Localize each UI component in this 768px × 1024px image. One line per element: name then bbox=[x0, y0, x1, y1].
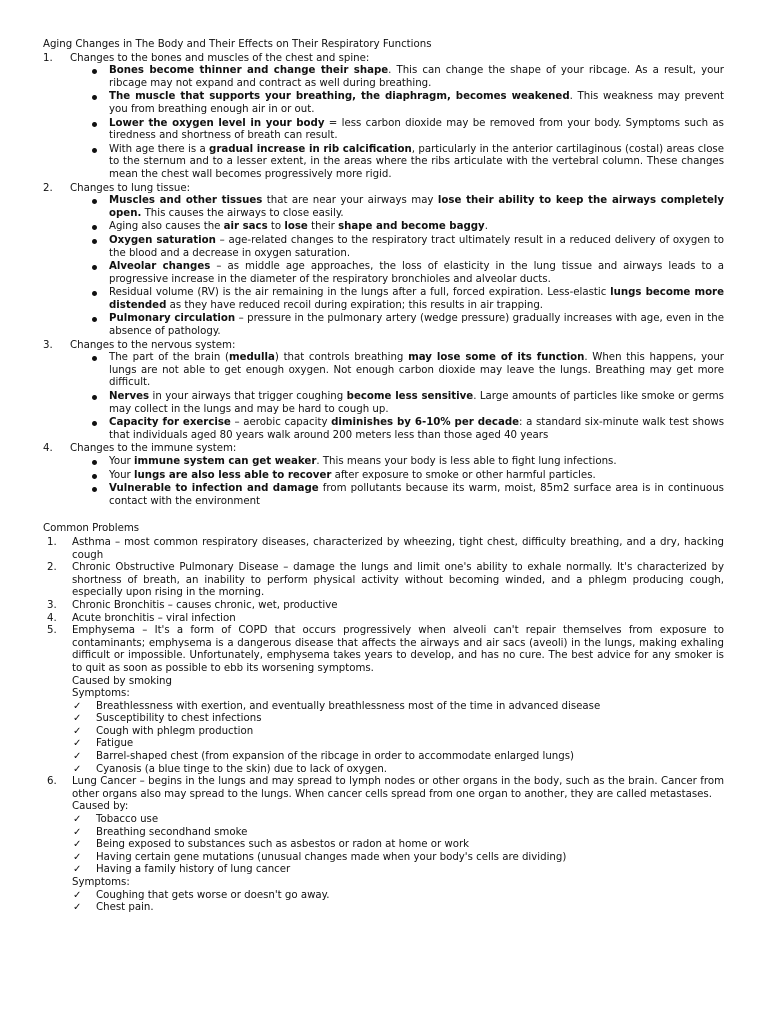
body-text: Your bbox=[109, 456, 134, 467]
problem-item bbox=[43, 537, 724, 562]
section-number: 3. bbox=[43, 339, 53, 351]
section-number: 1. bbox=[43, 52, 53, 64]
bold-text: Oxygen saturation bbox=[109, 234, 216, 246]
body-text: . When this happens, your lungs are not able to get enough oxygen. Not enough carbon dioxide may leave the lungs. Breathing may get more difficult. bbox=[109, 352, 724, 389]
bullet-item bbox=[89, 470, 724, 483]
section-number: 2. bbox=[43, 182, 53, 194]
bold-text: become less sensitive bbox=[346, 391, 474, 403]
bold-text: Capacity for exercise bbox=[109, 417, 231, 429]
bullet-item bbox=[89, 391, 724, 416]
aging-section bbox=[43, 443, 724, 508]
problem-number: 6. bbox=[47, 776, 57, 788]
problem-text: Asthma – most common respiratory diseases, characterized by wheezing, tight chest, difficulty breathing, and a dry, hacking cough bbox=[72, 536, 724, 561]
symptom-item: ✓ Barrel-shaped chest (from expansion of the ribcage in order to accommodate enlarged lungs) bbox=[72, 751, 724, 764]
caused-by-label: Caused by: bbox=[72, 801, 129, 813]
bold-text: air sacs bbox=[223, 221, 268, 233]
document-heading: Aging Changes in The Body and Their Effects on Their Respiratory Functions bbox=[43, 39, 432, 50]
problem-number: 4. bbox=[47, 612, 57, 624]
bullet-item bbox=[89, 261, 724, 286]
bullet-list bbox=[70, 195, 724, 339]
body-text: from pollutants because its warm, moist, 85m2 surface area is in continuous contact with the environment bbox=[109, 483, 724, 507]
problem-item bbox=[43, 562, 724, 600]
body-text: . bbox=[484, 221, 488, 233]
body-text: . This weakness may prevent you from breathing enough air in or out. bbox=[109, 91, 724, 115]
aging-changes-list bbox=[43, 53, 724, 509]
body-text: after exposure to smoke or other harmful particles. bbox=[331, 469, 596, 481]
bold-text: Bones become thinner and change their shape bbox=[109, 65, 389, 77]
common-problems-heading: Common Problems bbox=[43, 523, 140, 535]
section-title: Changes to the bones and muscles of the chest and spine: bbox=[70, 52, 370, 64]
bold-text: lungs are also less able to recover bbox=[134, 469, 332, 481]
bullet-item bbox=[89, 287, 724, 312]
problem-item bbox=[43, 600, 724, 613]
cause-item: ✓ Having certain gene mutations (unusual changes made when your body's cells are dividing) bbox=[72, 852, 724, 865]
symptoms-label: Symptoms: bbox=[72, 688, 130, 700]
bullet-item bbox=[89, 118, 724, 143]
aging-section bbox=[43, 183, 724, 339]
body-text: that are near your airways may bbox=[262, 195, 438, 207]
body-text: The part of the brain ( bbox=[109, 352, 229, 364]
symptoms-checklist bbox=[72, 890, 724, 915]
caused-by-line: Caused by smoking bbox=[72, 675, 172, 687]
problem-text: Emphysema – It's a form of COPD that occurs progressively when alveoli can't repair themselves from exposure to contaminants; emphysema is a dangerous disease that affects the airways and air sacs (aveoli) in the lungs, making exhaling difficult or impossible. Unfortunately, emphysema takes years to develop, and has no cure. The best advice for any smoker is to quit as soon as possible to ebb its worsening symptoms. bbox=[72, 625, 724, 674]
causes-checklist bbox=[72, 814, 724, 877]
aging-section bbox=[43, 53, 724, 182]
problem-text: Chronic Obstructive Pulmonary Disease – damage the lungs and limit one's ability to exhale normally. It's characterized by shortness of breath, an inability to perform physical activity without becoming winded, and a phlegm producing cough, especially upon rising in the morning. bbox=[72, 562, 724, 599]
bold-text: Nerves bbox=[109, 391, 150, 403]
bold-text: may lose some of its function bbox=[408, 352, 585, 364]
body-text: their bbox=[307, 221, 339, 233]
symptom-item: ✓ Breathlessness with exertion, and eventually breathlessness most of the time in advanced disease bbox=[72, 701, 724, 714]
body-text: Your bbox=[109, 469, 134, 481]
bold-text: Lower the oxygen level in your body bbox=[109, 117, 325, 129]
problem-number: 2. bbox=[47, 562, 57, 574]
problem-number: 3. bbox=[47, 599, 57, 611]
body-text: , particularly in the anterior cartilaginous (costal) areas close to the sternum and to a lesser extent, in the areas where the ribs articulate with the vertebral column. These changes mean the chest wall becomes progressively more rigid. bbox=[109, 143, 725, 180]
bold-text: lose bbox=[284, 221, 308, 233]
body-text: This causes the airways to close easily. bbox=[141, 207, 344, 219]
bullet-list bbox=[70, 352, 724, 442]
problem-item bbox=[43, 613, 724, 626]
section-title: Changes to lung tissue: bbox=[70, 182, 191, 194]
symptom-item: ✓ Coughing that gets worse or doesn't go away. bbox=[72, 890, 724, 903]
aging-section bbox=[43, 340, 724, 443]
cause-item: ✓ Being exposed to substances such as asbestos or radon at home or work bbox=[72, 839, 724, 852]
bullet-list bbox=[70, 456, 724, 508]
body-text: Aging also causes the bbox=[109, 221, 224, 233]
bold-text: lose their ability to keep the airways completely open. bbox=[109, 195, 724, 219]
body-text: in your airways that trigger coughing bbox=[149, 391, 347, 403]
section-spacer bbox=[43, 509, 724, 523]
bold-text: shape and become baggy bbox=[338, 221, 485, 233]
bullet-item bbox=[89, 352, 724, 390]
body-text: – age-related changes to the respiratory tract ultimately result in a reduced delivery of oxygen to the blood and a decrease in oxygen saturation. bbox=[109, 234, 724, 259]
bullet-item bbox=[89, 483, 724, 508]
bold-text: Pulmonary circulation bbox=[109, 313, 236, 325]
bullet-item bbox=[89, 235, 724, 260]
problem-text: Chronic Bronchitis – causes chronic, wet, productive bbox=[72, 599, 338, 611]
body-text: ) that controls breathing bbox=[274, 352, 409, 364]
symptoms-label: Symptoms: bbox=[72, 877, 130, 888]
problem-number: 1. bbox=[47, 536, 57, 548]
body-text: = less carbon dioxide may be removed from your body. Symptoms such as tiredness and shortness of breath can result. bbox=[109, 117, 724, 142]
body-text: – as middle age approaches, the loss of elasticity in the lung tissue and airways leads to a progressive increase in the diameter of the respiratory bronchioles and alveolar ducts. bbox=[109, 261, 724, 285]
bold-text: The muscle that supports your breathing, the diaphragm, becomes weakened bbox=[109, 91, 570, 103]
symptom-item: ✓ Cough with phlegm production bbox=[72, 726, 724, 739]
problem-item bbox=[43, 776, 724, 915]
bullet-item bbox=[89, 195, 724, 220]
body-text: . This can change the shape of your ribcage. As a result, your ribcage may not expand and contract as well during breathing. bbox=[109, 65, 724, 89]
body-text: as they have reduced recoil during expiration; this results in air trapping. bbox=[166, 299, 544, 311]
section-number: 4. bbox=[43, 443, 53, 455]
bold-text: diminishes by 6-10% per decade bbox=[331, 417, 520, 429]
symptoms-checklist bbox=[72, 701, 724, 777]
bullet-item bbox=[89, 417, 724, 442]
symptom-item: ✓ Cyanosis (a blue tinge to the skin) due to lack of oxygen. bbox=[72, 764, 724, 777]
symptom-item: ✓ Susceptibility to chest infections bbox=[72, 713, 724, 726]
bullet-item bbox=[89, 456, 724, 469]
bold-text: immune system can get weaker bbox=[134, 456, 317, 467]
bullet-item bbox=[89, 65, 724, 90]
bold-text: medulla bbox=[228, 352, 275, 364]
section-title: Changes to the nervous system: bbox=[70, 339, 236, 351]
problem-number: 5. bbox=[47, 625, 57, 637]
cause-item: ✓ Having a family history of lung cancer bbox=[72, 864, 724, 877]
body-text: With age there is a bbox=[109, 143, 210, 155]
body-text: – aerobic capacity bbox=[230, 417, 332, 429]
symptom-item: ✓ Chest pain. bbox=[72, 902, 724, 915]
body-text: . Large amounts of particles like smoke or germs may collect in the lungs and may be hard to cough up. bbox=[109, 391, 724, 415]
cause-item: ✓ Tobacco use bbox=[72, 814, 724, 827]
bold-text: Alveolar changes bbox=[109, 261, 211, 273]
bullet-item bbox=[89, 144, 724, 182]
problem-text: Acute bronchitis – viral infection bbox=[72, 612, 236, 624]
body-text: to bbox=[267, 221, 285, 233]
cause-item: ✓ Breathing secondhand smoke bbox=[72, 827, 724, 840]
bullet-list bbox=[70, 65, 724, 181]
bold-text: lungs become more distended bbox=[109, 287, 724, 311]
body-text: : a standard six-minute walk test shows that individuals aged 80 years walk around 200 meters less than those aged 40 years bbox=[109, 417, 725, 441]
bullet-item bbox=[89, 91, 724, 116]
bold-text: gradual increase in rib calcification bbox=[209, 143, 412, 155]
bold-text: Muscles and other tissues bbox=[109, 195, 263, 207]
bullet-item bbox=[89, 221, 724, 234]
symptom-item: ✓ Fatigue bbox=[72, 738, 724, 751]
problem-text: Lung Cancer – begins in the lungs and may spread to lymph nodes or other organs in the body, such as the brain. Cancer from other organs also may spread to the lungs. When cancer cells spread from one organ to another, they are called metastases. bbox=[72, 776, 724, 800]
section-title: Changes to the immune system: bbox=[70, 443, 237, 455]
bold-text: Vulnerable to infection and damage bbox=[109, 483, 319, 495]
body-text: – pressure in the pulmonary artery (wedge pressure) gradually increases with age, even in the absence of pathology. bbox=[109, 313, 724, 338]
problem-item bbox=[43, 625, 724, 776]
body-text: Residual volume (RV) is the air remaining in the lungs after a full, forced expiration. Less-elastic bbox=[109, 287, 611, 299]
common-problems-list bbox=[43, 537, 724, 915]
bullet-item bbox=[89, 313, 724, 338]
body-text: . This means your body is less able to fight lung infections. bbox=[316, 456, 617, 467]
